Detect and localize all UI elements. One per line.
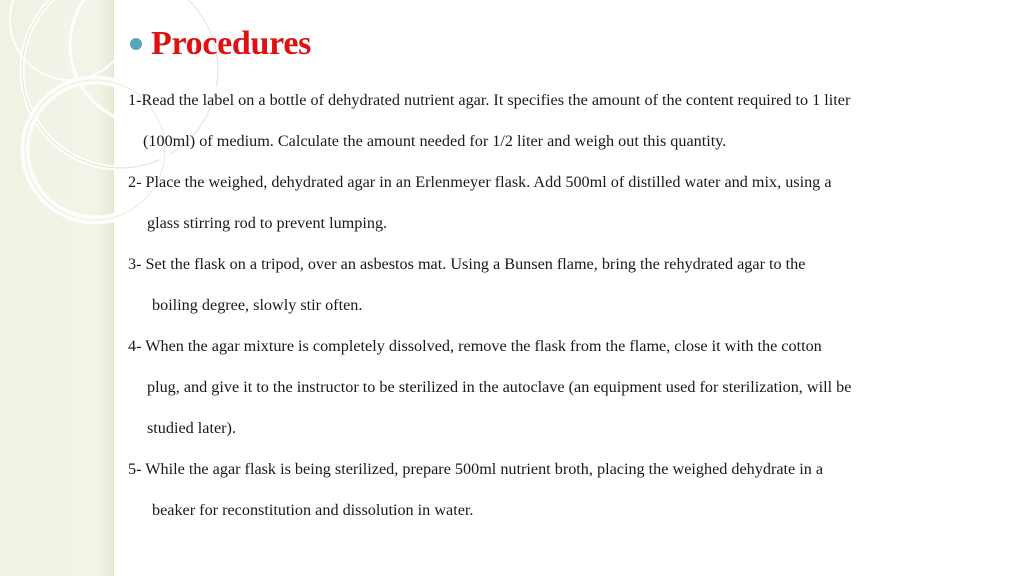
- procedure-line-4: glass stirring rod to prevent lumping.: [147, 214, 388, 232]
- procedure-line-11: beaker for reconstitution and dissolution in water.: [152, 501, 474, 519]
- procedure-line-3: 2- Place the weighed, dehydrated agar in an Erlenmeyer flask. Add 500ml of distilled water and mix, using a: [128, 173, 832, 191]
- slide-title: Procedures: [151, 25, 312, 62]
- procedure-line-9: studied later).: [147, 419, 236, 437]
- procedure-line-1: 1-Read the label on a bottle of dehydrated nutrient agar. It specifies the amount of the content required to 1 liter: [128, 91, 851, 109]
- procedure-line-7: 4- When the agar mixture is completely dissolved, remove the flask from the flame, close it with the cotton: [128, 337, 822, 355]
- slide-sidebar-band: [0, 0, 114, 576]
- bullet-dot-icon: [130, 38, 142, 50]
- procedure-line-6: boiling degree, slowly stir often.: [152, 296, 363, 314]
- procedure-line-10: 5- While the agar flask is being sterilized, prepare 500ml nutrient broth, placing the weighed dehydrate in a: [128, 460, 824, 478]
- procedure-line-5: 3- Set the flask on a tripod, over an asbestos mat. Using a Bunsen flame, bring the rehydrated agar to the: [128, 255, 806, 273]
- procedure-line-2: (100ml) of medium. Calculate the amount needed for 1/2 liter and weigh out this quantity.: [143, 132, 727, 150]
- slide-title-row: [130, 22, 311, 66]
- procedure-line-8: plug, and give it to the instructor to be sterilized in the autoclave (an equipment used for sterilization, will be: [147, 378, 852, 396]
